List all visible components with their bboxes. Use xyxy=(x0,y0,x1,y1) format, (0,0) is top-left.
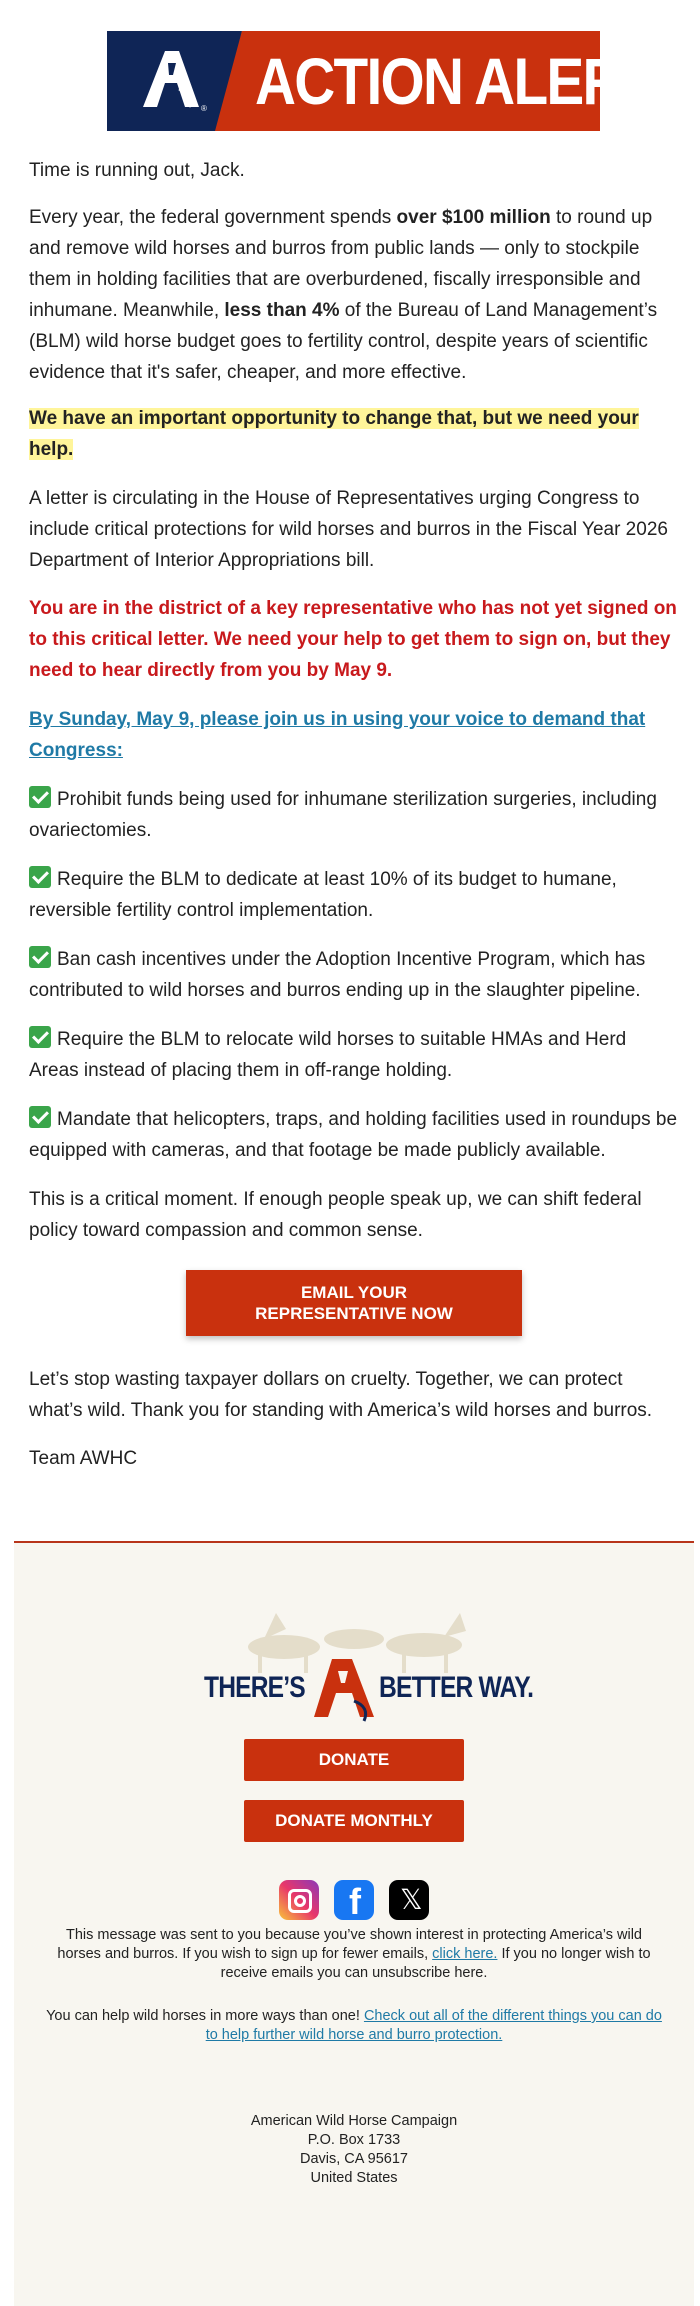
budget-figure: over $100 million xyxy=(396,207,551,228)
greeting xyxy=(29,155,679,186)
email-representative-button[interactable]: EMAIL YOUR REPRESENTATIVE NOW xyxy=(186,1270,522,1336)
awhc-logo-icon xyxy=(135,49,205,111)
mailing-address: American Wild Horse Campaign P.O. Box 1733 Davis, CA 95617 United States xyxy=(250,2113,458,2186)
signature: Team AWHC xyxy=(29,1448,138,1469)
district-alert: You are in the district of a key representative who has not yet signed on to this critical letter. We need your help to get them to sign on, but they need to hear directly from you by May 9. xyxy=(29,598,677,681)
letter-paragraph: A letter is circulating in the House of Representatives urging Congress to include critical protections for wild horses and burros in the Fiscal Year 2026 Department of Interior Appropriations bill. xyxy=(29,488,668,571)
intro-paragraph: Every year, the federal government spends over $100 million to round up and remove wild horses and burros from public lands — only to stockpile them in holding facilities that are overburdened, fiscally irresponsible and inhumane. Meanwhile, less than 4% of the Bureau of Land Management’s (BLM) wild horse budget goes to fertility control, despite years of scientific evidence that it's safer, cheaper, and more effective. xyxy=(29,207,658,383)
demand-item: Ban cash incentives under the Adoption Incentive Program, which has contributed to wild horses and burros ending up in the slaughter pipeline. xyxy=(29,944,679,1006)
highlight-text: We have an important opportunity to change that, but we need your help. xyxy=(29,408,639,460)
demand-item: Mandate that helicopters, traps, and holding facilities used in roundups be equipped with cameras, and that footage be made publicly available. xyxy=(29,1104,679,1166)
demand-congress-link[interactable]: By Sunday, May 9, please join us in using your voice to demand that Congress: xyxy=(29,709,646,761)
facebook-icon[interactable]: f xyxy=(334,1880,374,1920)
check-mark-icon xyxy=(29,1026,51,1048)
closing-paragraph: Let’s stop wasting taxpayer dollars on cruelty. Together, we can protect what’s wild. Thank you for standing with America’s wild horses and burros. xyxy=(29,1369,653,1421)
critical-moment-paragraph: This is a critical moment. If enough people speak up, we can shift federal policy toward compassion and common sense. xyxy=(29,1189,642,1241)
brand-left-text: THERE’S xyxy=(204,1671,305,1704)
brand-right-text: BETTER WAY. xyxy=(379,1671,534,1704)
donate-monthly-button[interactable]: DONATE MONTHLY xyxy=(244,1800,464,1842)
greeting-text: Time is running out, Jack. xyxy=(29,160,245,181)
email-notice: This message was sent to you because you’ve shown interest in protecting America’s wild horses and burros. If you wish to sign up for fewer emails, click here. If you no longer wish to receive emails you can unsubscribe here. xyxy=(57,1927,651,1981)
demand-item: Prohibit funds being used for inhumane sterilization surgeries, including ovariectomies. xyxy=(29,784,679,846)
check-mark-icon xyxy=(29,786,51,808)
email-page xyxy=(4,0,696,2304)
action-alert-banner xyxy=(107,31,655,131)
fewer-emails-link[interactable]: click here. xyxy=(432,1946,498,1962)
check-mark-icon xyxy=(29,946,51,968)
theres-a-better-way-logo xyxy=(14,1609,694,1729)
email-footer xyxy=(14,1541,694,2306)
demand-item: Require the BLM to relocate wild horses to suitable HMAs and Herd Areas instead of placing them in off-range holding. xyxy=(29,1024,679,1086)
x-twitter-icon[interactable]: 𝕏 xyxy=(389,1880,429,1920)
wild-horses-silhouette-icon xyxy=(14,1609,694,1739)
donate-button[interactable]: DONATE xyxy=(244,1739,464,1781)
banner-title: ACTION ALERT xyxy=(255,44,655,118)
help-notice: You can help wild horses in more ways than one! Check out all of the different things you can do to help further wild horse and burro protection. xyxy=(46,2008,662,2043)
highlight-paragraph xyxy=(29,403,679,465)
cta-link-paragraph xyxy=(29,704,679,766)
instagram-icon[interactable] xyxy=(279,1880,319,1920)
fertility-percent: less than 4% xyxy=(224,300,340,321)
check-mark-icon xyxy=(29,866,51,888)
registered-mark: ® xyxy=(201,104,207,113)
demand-item: Require the BLM to dedicate at least 10% of its budget to humane, reversible fertility control implementation. xyxy=(29,864,679,926)
help-horses-link[interactable]: Check out all of the different things you can do to help further wild horse and burro protection. xyxy=(205,2008,662,2043)
check-mark-icon xyxy=(29,1106,51,1128)
